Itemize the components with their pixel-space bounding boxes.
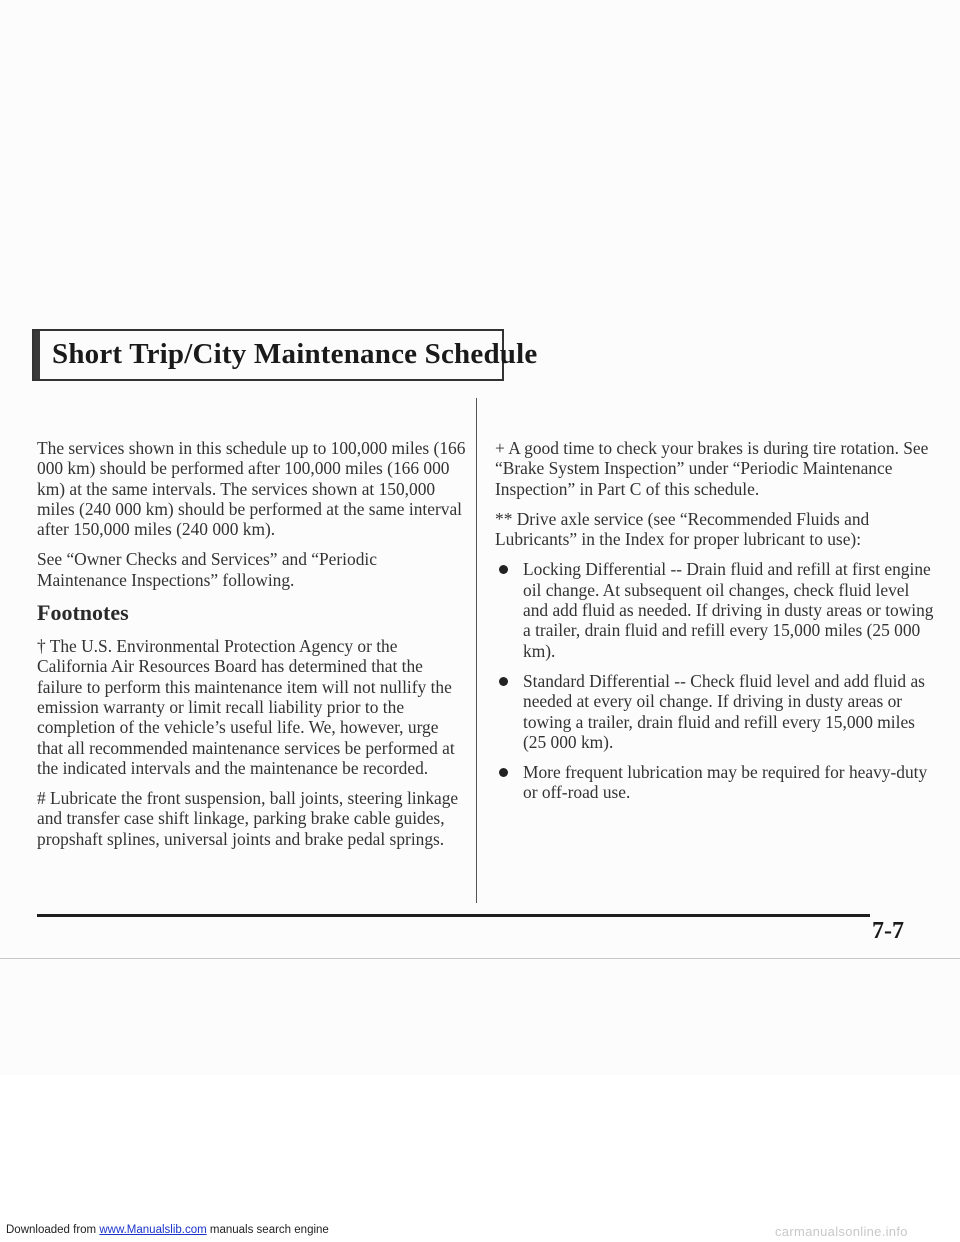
download-footer [6, 1224, 329, 1236]
title-accent-bar [34, 331, 40, 379]
right-column [495, 438, 935, 813]
bullet-icon [499, 565, 508, 574]
footer-suffix: manuals search engine [206, 1224, 329, 1236]
column-divider [476, 398, 477, 903]
bullet-icon [499, 768, 508, 777]
list-item [495, 559, 935, 660]
bullet-text: Locking Differential -- Drain fluid and refill at first engine oil change. At subsequent oil changes, check fluid level and add fluid as needed. If driving in dusty areas or towing a trailer, drain fluid and refill every 15,000 miles (25 000 km). [523, 559, 934, 661]
intro-paragraph-1: The services shown in this schedule up to 100,000 miles (166 000 km) should be performed after 100,000 miles (166 000 km) at the same intervals. The services shown at 150,000 miles (240 000 km) should be performed at the same interval after 150,000 miles (240 000 km). [37, 438, 466, 540]
footnote-double-star: ** Drive axle service (see “Recommended Fluids and Lubricants” in the Index for proper lubricant to use): [495, 508, 870, 550]
page-title: Short Trip/City Maintenance Schedule [52, 338, 538, 370]
list-item [495, 762, 935, 803]
footer-rule [37, 914, 870, 917]
intro-paragraph-2: See “Owner Checks and Services” and “Periodic Maintenance Inspections” following. [37, 549, 377, 590]
page-number: 7-7 [872, 918, 904, 944]
footnote-plus: + A good time to check your brakes is during tire rotation. See “Brake System Inspection” under “Periodic Maintenance Inspection” in Part C of this schedule. [495, 438, 929, 499]
footer-prefix: Downloaded from [6, 1224, 100, 1236]
list-item [495, 671, 935, 752]
title-box [32, 329, 538, 381]
left-column [37, 438, 467, 859]
footnote-dagger: † The U.S. Environmental Protection Agency or the California Air Resources Board has determined that the failure to perform this maintenance item will not nullify the emission warranty or limit recall liability prior to the completion of the vehicle’s useful life. We, however, urge that all recommended maintenance services be performed at the indicated intervals and the maintenance be recorded. [37, 636, 455, 778]
bullet-text: More frequent lubrication may be required for heavy-duty or off-road use. [523, 762, 928, 803]
bullet-icon [499, 677, 508, 686]
footnote-hash: # Lubricate the front suspension, ball joints, steering linkage and transfer case shift linkage, parking brake cable guides, propshaft splines, universal joints and brake pedal springs. [37, 788, 459, 849]
watermark-text: carmanualsonline.info [775, 1224, 908, 1239]
footnotes-heading: Footnotes [37, 600, 129, 626]
scan-edge-line [0, 958, 960, 959]
manualslib-link[interactable]: www.Manualslib.com [99, 1224, 207, 1236]
bullet-text: Standard Differential -- Check fluid level and add fluid as needed at every oil change. If driving in dusty areas or towing a trailer, drain fluid and refill every 15,000 miles (25 000 km). [523, 670, 925, 752]
page-margin-bottom [0, 1075, 960, 1242]
drive-axle-list [495, 559, 935, 802]
